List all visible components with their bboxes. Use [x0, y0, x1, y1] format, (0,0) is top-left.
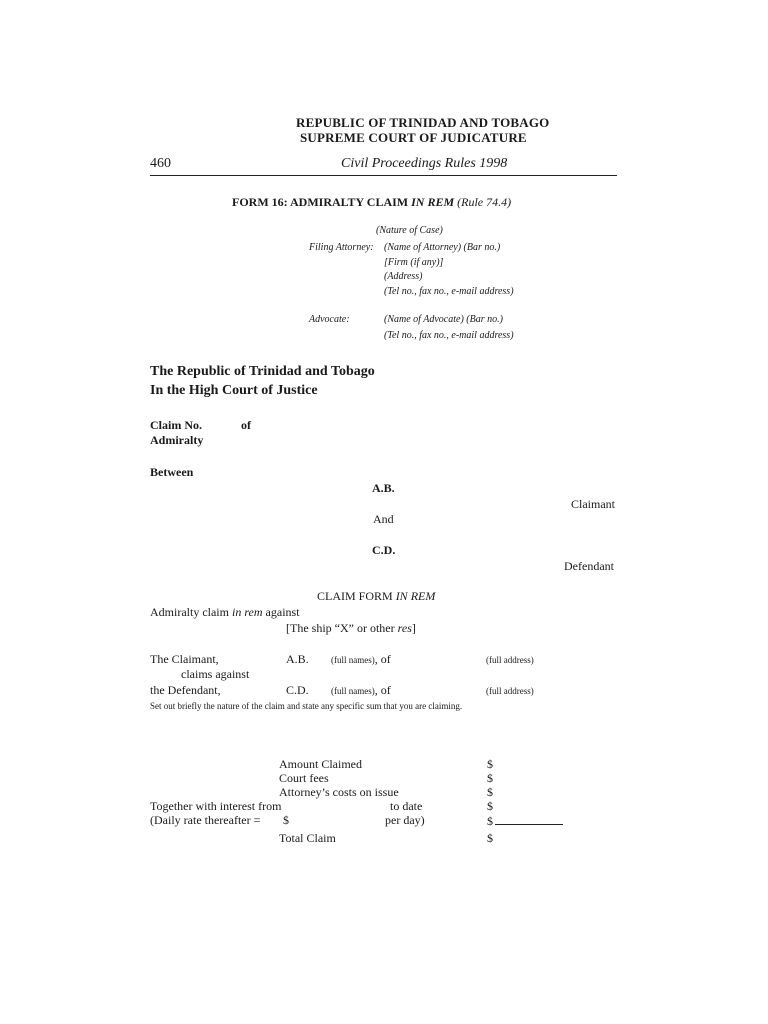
- claimant-full-names: [331, 652, 391, 667]
- court-republic: The Republic of Trinidad and Tobago: [150, 364, 375, 379]
- filing-attorney-firm: [Firm (if any)]: [384, 257, 444, 268]
- claimant-of: , of: [374, 652, 391, 666]
- form-title: [232, 195, 511, 210]
- claimant-name: A.B.: [372, 481, 395, 495]
- claimant-row-name: A.B.: [286, 652, 309, 666]
- attorney-costs-label: Attorney’s costs on issue: [279, 785, 399, 799]
- claimant-full-address: (full address): [486, 655, 534, 665]
- claim-form-heading: [317, 589, 435, 604]
- and-label: And: [373, 512, 394, 526]
- defendant-full-names-hint: (full names): [331, 686, 375, 696]
- running-title: Civil Proceedings Rules 1998: [341, 156, 508, 171]
- form-title-rule-ref: (Rule 74.4): [457, 195, 512, 209]
- filing-attorney-label: Filing Attorney:: [309, 242, 374, 253]
- interest-from-label: Together with interest from: [150, 799, 282, 813]
- form-title-in-rem: IN REM: [411, 195, 455, 209]
- per-day-label: per day): [385, 813, 425, 827]
- defendant-row-name: C.D.: [286, 683, 309, 697]
- against-prefix: Admiralty claim: [150, 605, 232, 619]
- advocate-name: (Name of Advocate) (Bar no.): [384, 314, 503, 325]
- defendant-of: , of: [374, 683, 391, 697]
- to-date-label: to date: [390, 799, 423, 813]
- filing-attorney-contact: (Tel no., fax no., e-mail address): [384, 286, 514, 297]
- advocate-label: Advocate:: [309, 314, 350, 325]
- claim-no-label: Claim No.: [150, 418, 202, 432]
- claim-form-heading-in-rem: IN REM: [395, 589, 436, 603]
- page-number: 460: [150, 156, 171, 171]
- admiralty-claim-against: [150, 605, 300, 620]
- claimant-role: Claimant: [571, 497, 615, 511]
- header-rule: [150, 175, 617, 176]
- admiralty-label: Admiralty: [150, 433, 204, 447]
- attorney-costs-dollar: $: [487, 785, 493, 799]
- filing-attorney-address: (Address): [384, 271, 423, 282]
- between-label: Between: [150, 465, 194, 479]
- amount-claimed-dollar: $: [487, 757, 493, 771]
- subtotal-blank-line: [495, 813, 563, 825]
- filing-attorney-name: (Name of Attorney) (Bar no.): [384, 242, 501, 253]
- court-high-court: In the High Court of Justice: [150, 383, 318, 398]
- the-defendant-label: the Defendant,: [150, 683, 221, 697]
- ship-suffix: ]: [411, 621, 416, 635]
- claim-no-of: of: [241, 418, 251, 432]
- ship-or-res: [286, 621, 416, 636]
- subtotal-dollar: $: [487, 814, 493, 828]
- claim-form-heading-text: CLAIM FORM: [317, 589, 396, 603]
- court-fees-label: Court fees: [279, 771, 329, 785]
- claims-against: claims against: [181, 667, 250, 681]
- interest-dollar: $: [487, 799, 493, 813]
- defendant-name: C.D.: [372, 543, 396, 557]
- defendant-full-address: (full address): [486, 686, 534, 696]
- instruction-text: Set out briefly the nature of the claim and state any specific sum that you are claiming.: [150, 701, 463, 711]
- defendant-full-names: [331, 683, 391, 698]
- the-claimant-label: The Claimant,: [150, 652, 219, 666]
- header-republic: REPUBLIC OF TRINIDAD AND TOBAGO: [296, 115, 550, 130]
- defendant-role: Defendant: [564, 559, 614, 573]
- form-title-main: FORM 16: ADMIRALTY CLAIM: [232, 195, 412, 209]
- total-claim-dollar: $: [487, 831, 493, 845]
- court-fees-dollar: $: [487, 771, 493, 785]
- ship-prefix: [The ship “X” or other: [286, 621, 398, 635]
- header-supreme-court: SUPREME COURT OF JUDICATURE: [300, 130, 527, 145]
- nature-of-case: (Nature of Case): [376, 225, 443, 236]
- amount-claimed-label: Amount Claimed: [279, 757, 362, 771]
- daily-rate-label: (Daily rate thereafter =: [150, 813, 261, 827]
- against-in-rem: in rem: [231, 605, 263, 619]
- advocate-contact: (Tel no., fax no., e-mail address): [384, 330, 514, 341]
- ship-res: res: [397, 621, 412, 635]
- against-suffix: against: [262, 605, 300, 619]
- claimant-full-names-hint: (full names): [331, 655, 375, 665]
- subtotal-row: [487, 813, 563, 829]
- daily-rate-dollar: $: [283, 813, 289, 827]
- total-claim-label: Total Claim: [279, 831, 336, 845]
